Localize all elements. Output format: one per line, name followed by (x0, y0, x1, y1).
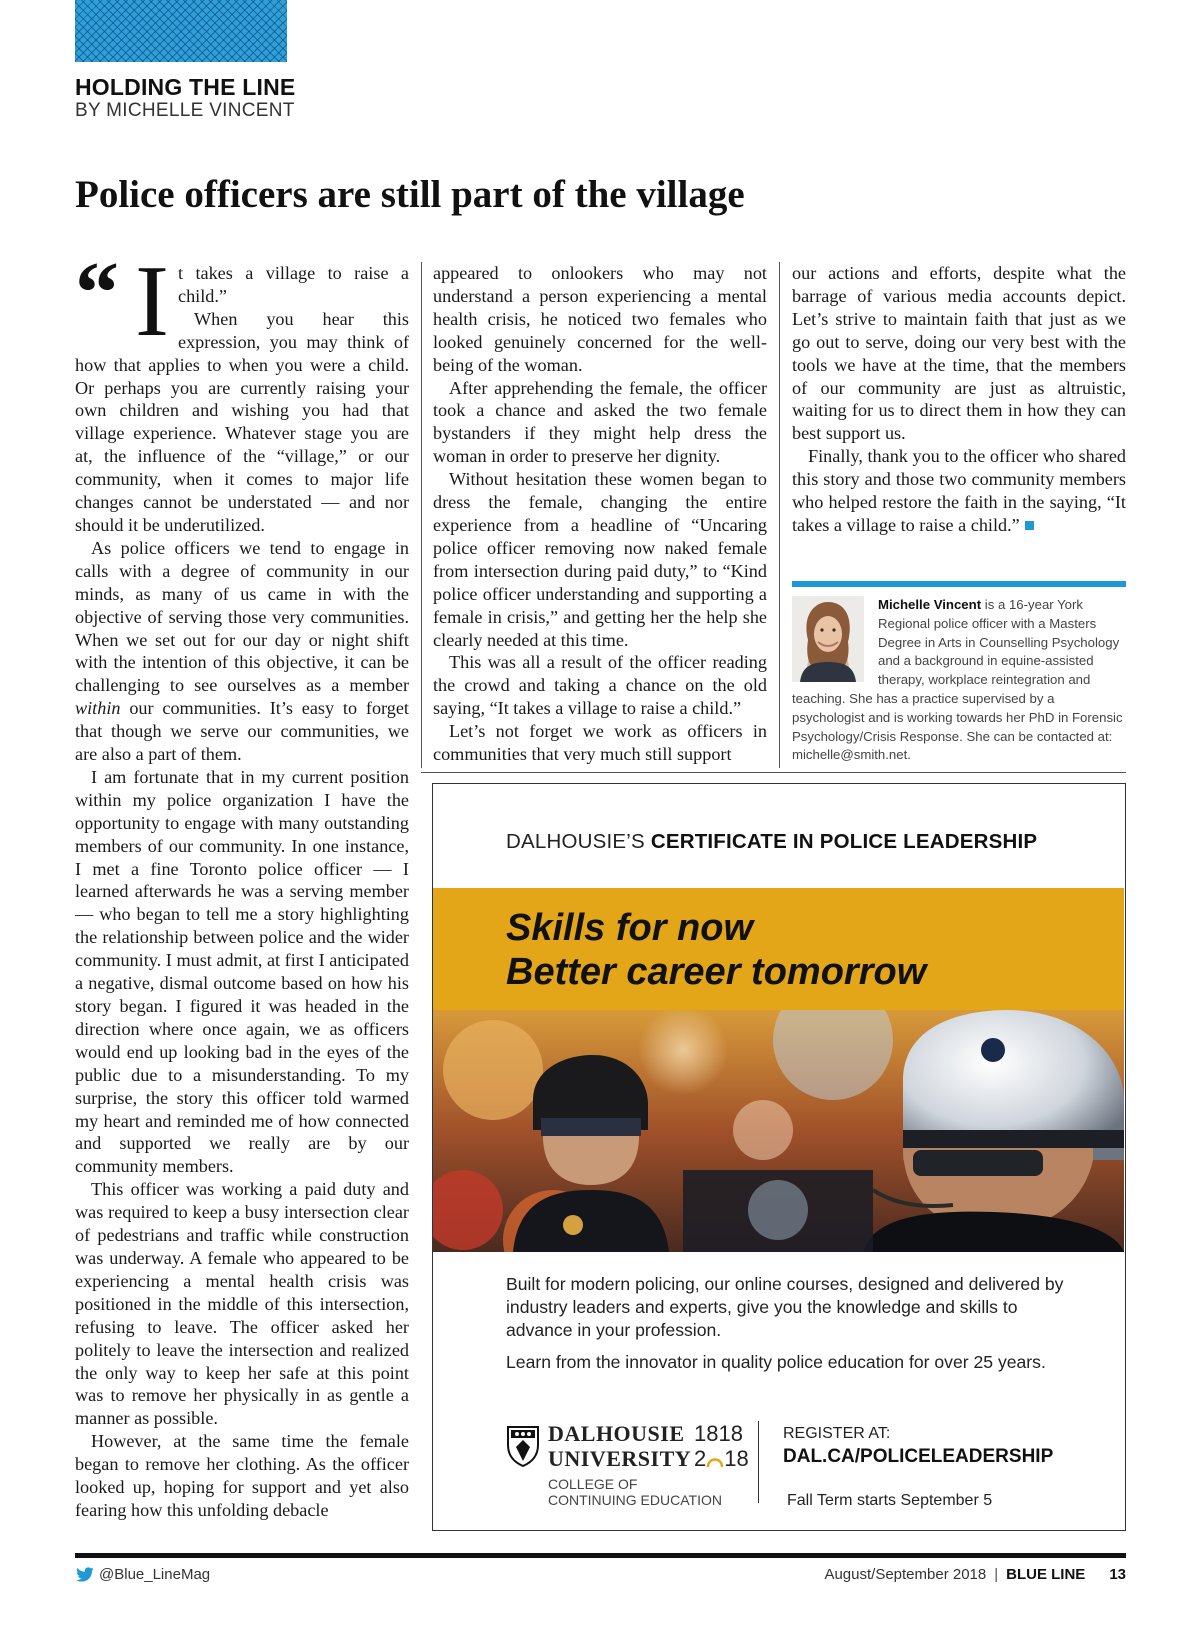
drop-cap-letter: I (135, 245, 169, 358)
ad-body-paragraph: Learn from the innovator in quality police education for over 25 years. (506, 1352, 1046, 1372)
ad-header-title: CERTIFICATE IN POLICE LEADERSHIP (650, 830, 1038, 853)
magazine-name: BLUE LINE (1006, 1566, 1086, 1583)
ad-tagline-line-1: Skills for now (506, 907, 754, 949)
column-label (75, 74, 295, 122)
author-bio (792, 596, 1126, 765)
ad-body-paragraph: Built for modern policing, our online courses, designed and delivered by industry leaders and experts, give you the knowledge and skills to advance in your profession. (506, 1274, 1064, 1340)
article-column-2 (433, 262, 767, 766)
paragraph: However, at the same time the female began to remove her clothing. As the officer looked up, hoping for support and yet also fearing how this unfolding debacle (75, 1431, 409, 1520)
university-logo-name (548, 1421, 691, 1471)
register-label: REGISTER AT: (783, 1425, 891, 1442)
issue-date: August/September 2018 (824, 1566, 987, 1583)
twitter-bird-icon (75, 1567, 95, 1583)
ad-header (506, 830, 1037, 854)
founding-year: 1818 (694, 1421, 743, 1446)
ad-header-prefix: DALHOUSIE’S (506, 830, 645, 853)
column-divider (421, 262, 422, 768)
dalhousie-shield-icon (506, 1425, 540, 1467)
footer-issue-info (824, 1566, 1126, 1583)
logo-years (694, 1421, 749, 1471)
advertisement[interactable] (432, 783, 1126, 1531)
article-column-3 (792, 262, 1126, 537)
college-line-2: CONTINUING EDUCATION (548, 1492, 722, 1508)
decorative-pattern-block (75, 0, 287, 62)
ad-footer-divider (758, 1421, 759, 1503)
drop-cap-quote: “ (75, 245, 119, 342)
paragraph: t takes a village to raise a child.” (178, 263, 409, 306)
bio-text: is a 16-year York Regional police officer with a Masters Degree in Arts in Counselling Psychology and a background in equine-assisted therapy, workplace reintegration and teaching. She has a practice supervised by a psychologist and is working towards her PhD in Forensic Psychology/Crisis Response. She can be contacted at: michelle@smith.net. (792, 597, 1123, 763)
byline: BY MICHELLE VINCENT (75, 100, 295, 121)
paragraph: After apprehending the female, the officer took a chance and asked the two female bystanders if they might help dress the woman in order to preserve her dignity. (433, 377, 767, 467)
arch-icon (706, 1453, 724, 1467)
college-name (548, 1476, 722, 1508)
paragraph-text: As police officers we tend to engage in calls with a degree of community in our minds, as many of us came in with the objective of serving those very communities. When we set out for our day or night shift with the intention of this objective, it can be challenging to see ourselves as a member (75, 537, 409, 696)
emphasis-text: within (75, 698, 121, 719)
article-column-1 (75, 245, 409, 1522)
footer-rule (75, 1553, 1126, 1558)
end-mark-icon (1025, 521, 1034, 530)
paragraph (792, 445, 1126, 537)
ad-top-rule (421, 772, 1126, 773)
paragraph: appeared to onlookers who may not understand a person experiencing a mental health crisis, he noticed two females who looked genuinely concerned for the well-being of the woman. (433, 263, 767, 375)
logo-line-1: DALHOUSIE (548, 1421, 685, 1446)
fall-term-note: Fall Term starts September 5 (787, 1492, 993, 1509)
paragraph: I am fortunate that in my current position within my police organization I have the opportunity to engage with many outstanding members of our community. In one instance, I met a fine Toronto police officer — I learned afterwards he was a serving member — who began to tell me a story highlighting the relationship between police and the wider community. I must admit, at first I anticipated a negative, dismal outcome based on how his story began. I figured it was headed in the direction where once again, we as officers would end up looking bad in the eyes of the public due to a misunderstanding. To my surprise, the story this officer told warmed my heart and reminded me of how connected and supported we really are by our community members. (75, 766, 409, 1177)
paragraph: This officer was working a paid duty and was required to keep a busy intersection clear of pedestrians and traffic while construction was underway. A female who appeared to be experiencing a mental health crisis was positioned in the middle of this intersection, refusing to leave. The officer asked her politely to leave the intersection and realized the only way to keep her safe at this point was to remove her physically in as gentle a manner as possible. (75, 1179, 409, 1429)
logo-line-2: UNIVERSITY (548, 1446, 692, 1471)
ad-tagline (506, 906, 926, 994)
paragraph (75, 537, 409, 766)
ad-body (506, 1273, 1066, 1383)
ad-photo-police-officers (433, 1010, 1124, 1252)
paragraph-text: Finally, thank you to the officer who shared this story and those two community members who helped restore the faith in the saying, “It takes a village to raise a child.” (792, 446, 1126, 535)
bio-name: Michelle Vincent (878, 597, 982, 612)
anniversary-year (694, 1446, 749, 1471)
ad-footer (506, 1421, 1106, 1511)
register-link[interactable]: DAL.CA/POLICELEADERSHIP (783, 1446, 1054, 1467)
twitter-handle[interactable] (75, 1566, 210, 1583)
column-divider (779, 262, 780, 768)
anniversary-year-end: 18 (724, 1446, 749, 1471)
page-number: 13 (1109, 1566, 1126, 1583)
ad-tagline-band (433, 888, 1124, 1010)
ad-tagline-line-2: Better career tomorrow (506, 951, 927, 993)
author-photo (792, 596, 864, 682)
register-block (783, 1424, 1053, 1470)
footer-separator: | (994, 1566, 999, 1583)
anniversary-year-start: 2 (694, 1446, 707, 1471)
drop-cap (75, 245, 175, 358)
paragraph-text: our communities. It’s easy to forget that though we serve our communities, we are also a part of them. (75, 698, 409, 765)
paragraph: Let’s not forget we work as officers in communities that very much still support (433, 721, 767, 765)
bio-divider (792, 581, 1126, 587)
paragraph: our actions and efforts, despite what the barrage of various media accounts depict. Let’s strive to maintain faith that just as we go out to serve, doing our very best with the tools we have at the time, that the members of our community are just as altruistic, waiting for us to direct them in how they can best support us. (792, 263, 1126, 444)
paragraph: Without hesitation these women began to dress the female, changing the entire experience from a headline of “Uncaring police officer removing now naked female from intersection during paid duty,” to “Kind police officer understanding and supporting a female in crisis,” and getting her the help she clearly needed at this time. (433, 469, 767, 650)
college-line-1: COLLEGE OF (548, 1476, 638, 1492)
page-title: Police officers are still part of the village (75, 173, 745, 216)
paragraph: This was all a result of the officer reading the crowd and taking a chance on the old saying, “It takes a village to raise a child.” (433, 652, 767, 719)
page-footer (75, 1566, 1126, 1588)
twitter-handle-text: @Blue_LineMag (99, 1566, 211, 1583)
column-title: HOLDING THE LINE (75, 74, 296, 100)
paragraph: When you hear this expression, you may think of how that applies to when you were a child. Or perhaps you are currently raising your own children and wishing you had that village experience. Whatever stage you are at, the influence of the “village,” or our community, when it comes to major life changes cannot be understated — and nor should it be underutilized. (75, 308, 409, 535)
